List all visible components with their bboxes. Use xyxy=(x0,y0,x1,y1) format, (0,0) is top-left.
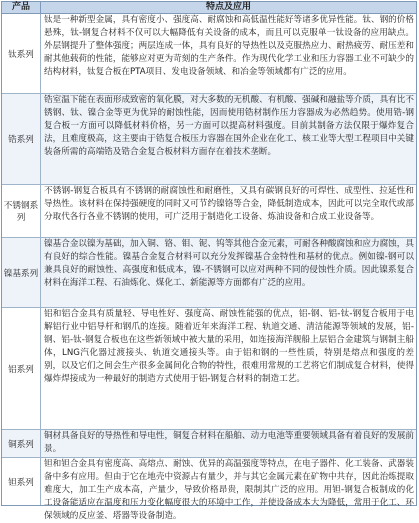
product-name: 锆系列 xyxy=(2,94,41,184)
table-row xyxy=(2,94,416,185)
table-row xyxy=(2,185,416,238)
table-header xyxy=(2,2,416,14)
product-description: 铝和铝合金具有质量轻、导电性好、强度高、耐蚀性能强的优点，铝-钢、铝-钛-钢复合板用于电解铝行业中铝导杆和钢爪的连接。随着近年来海洋工程、轨道交通、清洁能源等领域的发展，铝-钢、铝-钛-钢复合板也在这些新领域中被大量的采用，如连接海洋舰船上层铝合金建筑与钢制主船体，LNG汽化器过渡接头、轨道交通接头等。由于铝和钢的一些性质，特别是熔点和强度的差别，以及它们之间会生产很多金属间化合物的特性，很难用常规的工艺将它们制成复合材料，使得爆炸焊接成为一种最好的制造方式使用于铝-钢复合材料的制造工艺。 xyxy=(44,309,414,385)
table-row xyxy=(2,458,416,522)
header-features: 特点及应用 xyxy=(205,2,251,12)
product-name: 镍基系列 xyxy=(2,238,41,307)
header-product: 产品 xyxy=(2,2,41,13)
product-name: 不锈钢系列 xyxy=(2,185,41,237)
product-description: 铜材具备良好的导热性和导电性，铜复合材料在船舶、动力电池等重要领域具备有着良好的发展前景。 xyxy=(44,431,414,455)
product-features-table xyxy=(1,1,417,522)
table-row xyxy=(2,14,416,94)
product-name: 铝系列 xyxy=(2,308,41,429)
table-row xyxy=(2,238,416,308)
product-name: 钛系列 xyxy=(2,14,41,93)
product-description: 镍基合金以镍为基础，加入铜、铬、钼、铌、钨等其他合金元素，可耐各种酸腐蚀和应力腐蚀，具有良好的综合性能。镍基合金复合材料可以充分发挥镍基合金特性和基材的优点。例如镍-钢可以兼具良好的耐蚀性、高强度和低成本，镍-不锈钢可以应对两种不同的侵蚀性介质。因此镍系复合材料在海洋工程、石油炼化、煤化工、新能源等方面都有广泛的应用。 xyxy=(44,239,414,289)
product-description: 不锈钢-钢复合板具有不锈钢的耐腐蚀性和耐磨性，又具有碳钢良好的可焊性、成型性、拉延性和导热性。该材料在保持强硬度的同时又可节约镍铬等合金，降低制造成本，因此可以完全取代或部分取代各行各业不锈钢的使用，可广泛用于制造化工设备、炼油设备和合成工业设备等。 xyxy=(44,186,414,223)
product-name: 钽系列 xyxy=(2,458,41,505)
table-row xyxy=(2,308,416,430)
table-row xyxy=(2,430,416,458)
product-description: 锆室温下能在表面形成致密的氧化膜，对大多数的无机酸、有机酸、强碱和融盐等介质，具有比不锈钢、钛、镍合金等更为优异的耐蚀性能，因而使用锆材制作压力容器成为必然趋势。使用锆-钢复合板一方面可以降低材料价格，另一方面可以提高材料强度。目前其制备方法仅限于爆炸复合法，且难度极高，这主要由于锆复合板压力容器在国外企业在化工、核工业等大型工程项目中关键装备所需的高端锆及锆合金复合板材料方面存在着技术垄断。 xyxy=(44,95,414,158)
product-description: 钛是一种新型金属，具有密度小、强度高、耐腐蚀和高低温性能好等诸多优异性能。钛、钢的价格悬殊，钛-钢复合材料不仅可以大幅降低有关设备的成本，而且可以克服单一钛设备的应用缺点。外层钢提升了整体强度；两层连成一体，具有良好的导热性以及克服热应力、耐热疲劳、耐压差和耐其他载荷的性能，能够应对更为苛刻的生产条件。作为现代化学工业和压力容器工业不可缺少的结构材料，钛复合板在PTA项目、发电设备领域、和冶金等领域都有广泛的应用。 xyxy=(44,15,414,78)
product-description: 钽和钽合金具有密度高、高熔点、耐蚀、优异的高温强度等特点，在电子器件、化工装备、武器装备中多有应用。但由于它在地壳中资源占有量少，并与其它金属元素在矿物中共存，因此治炼提取难度大，加工生产成本高，产量少，导致价格昂贵，限制其广泛的应用。用钽-钢复合板制成的化工设备能适应在温度和压力变化幅度很大的环境中工作，并使设备成本大为降低，常用于化工、环保领域的反应釜、塔器等设备制造。 xyxy=(44,459,414,522)
product-name: 铜系列 xyxy=(2,430,41,457)
